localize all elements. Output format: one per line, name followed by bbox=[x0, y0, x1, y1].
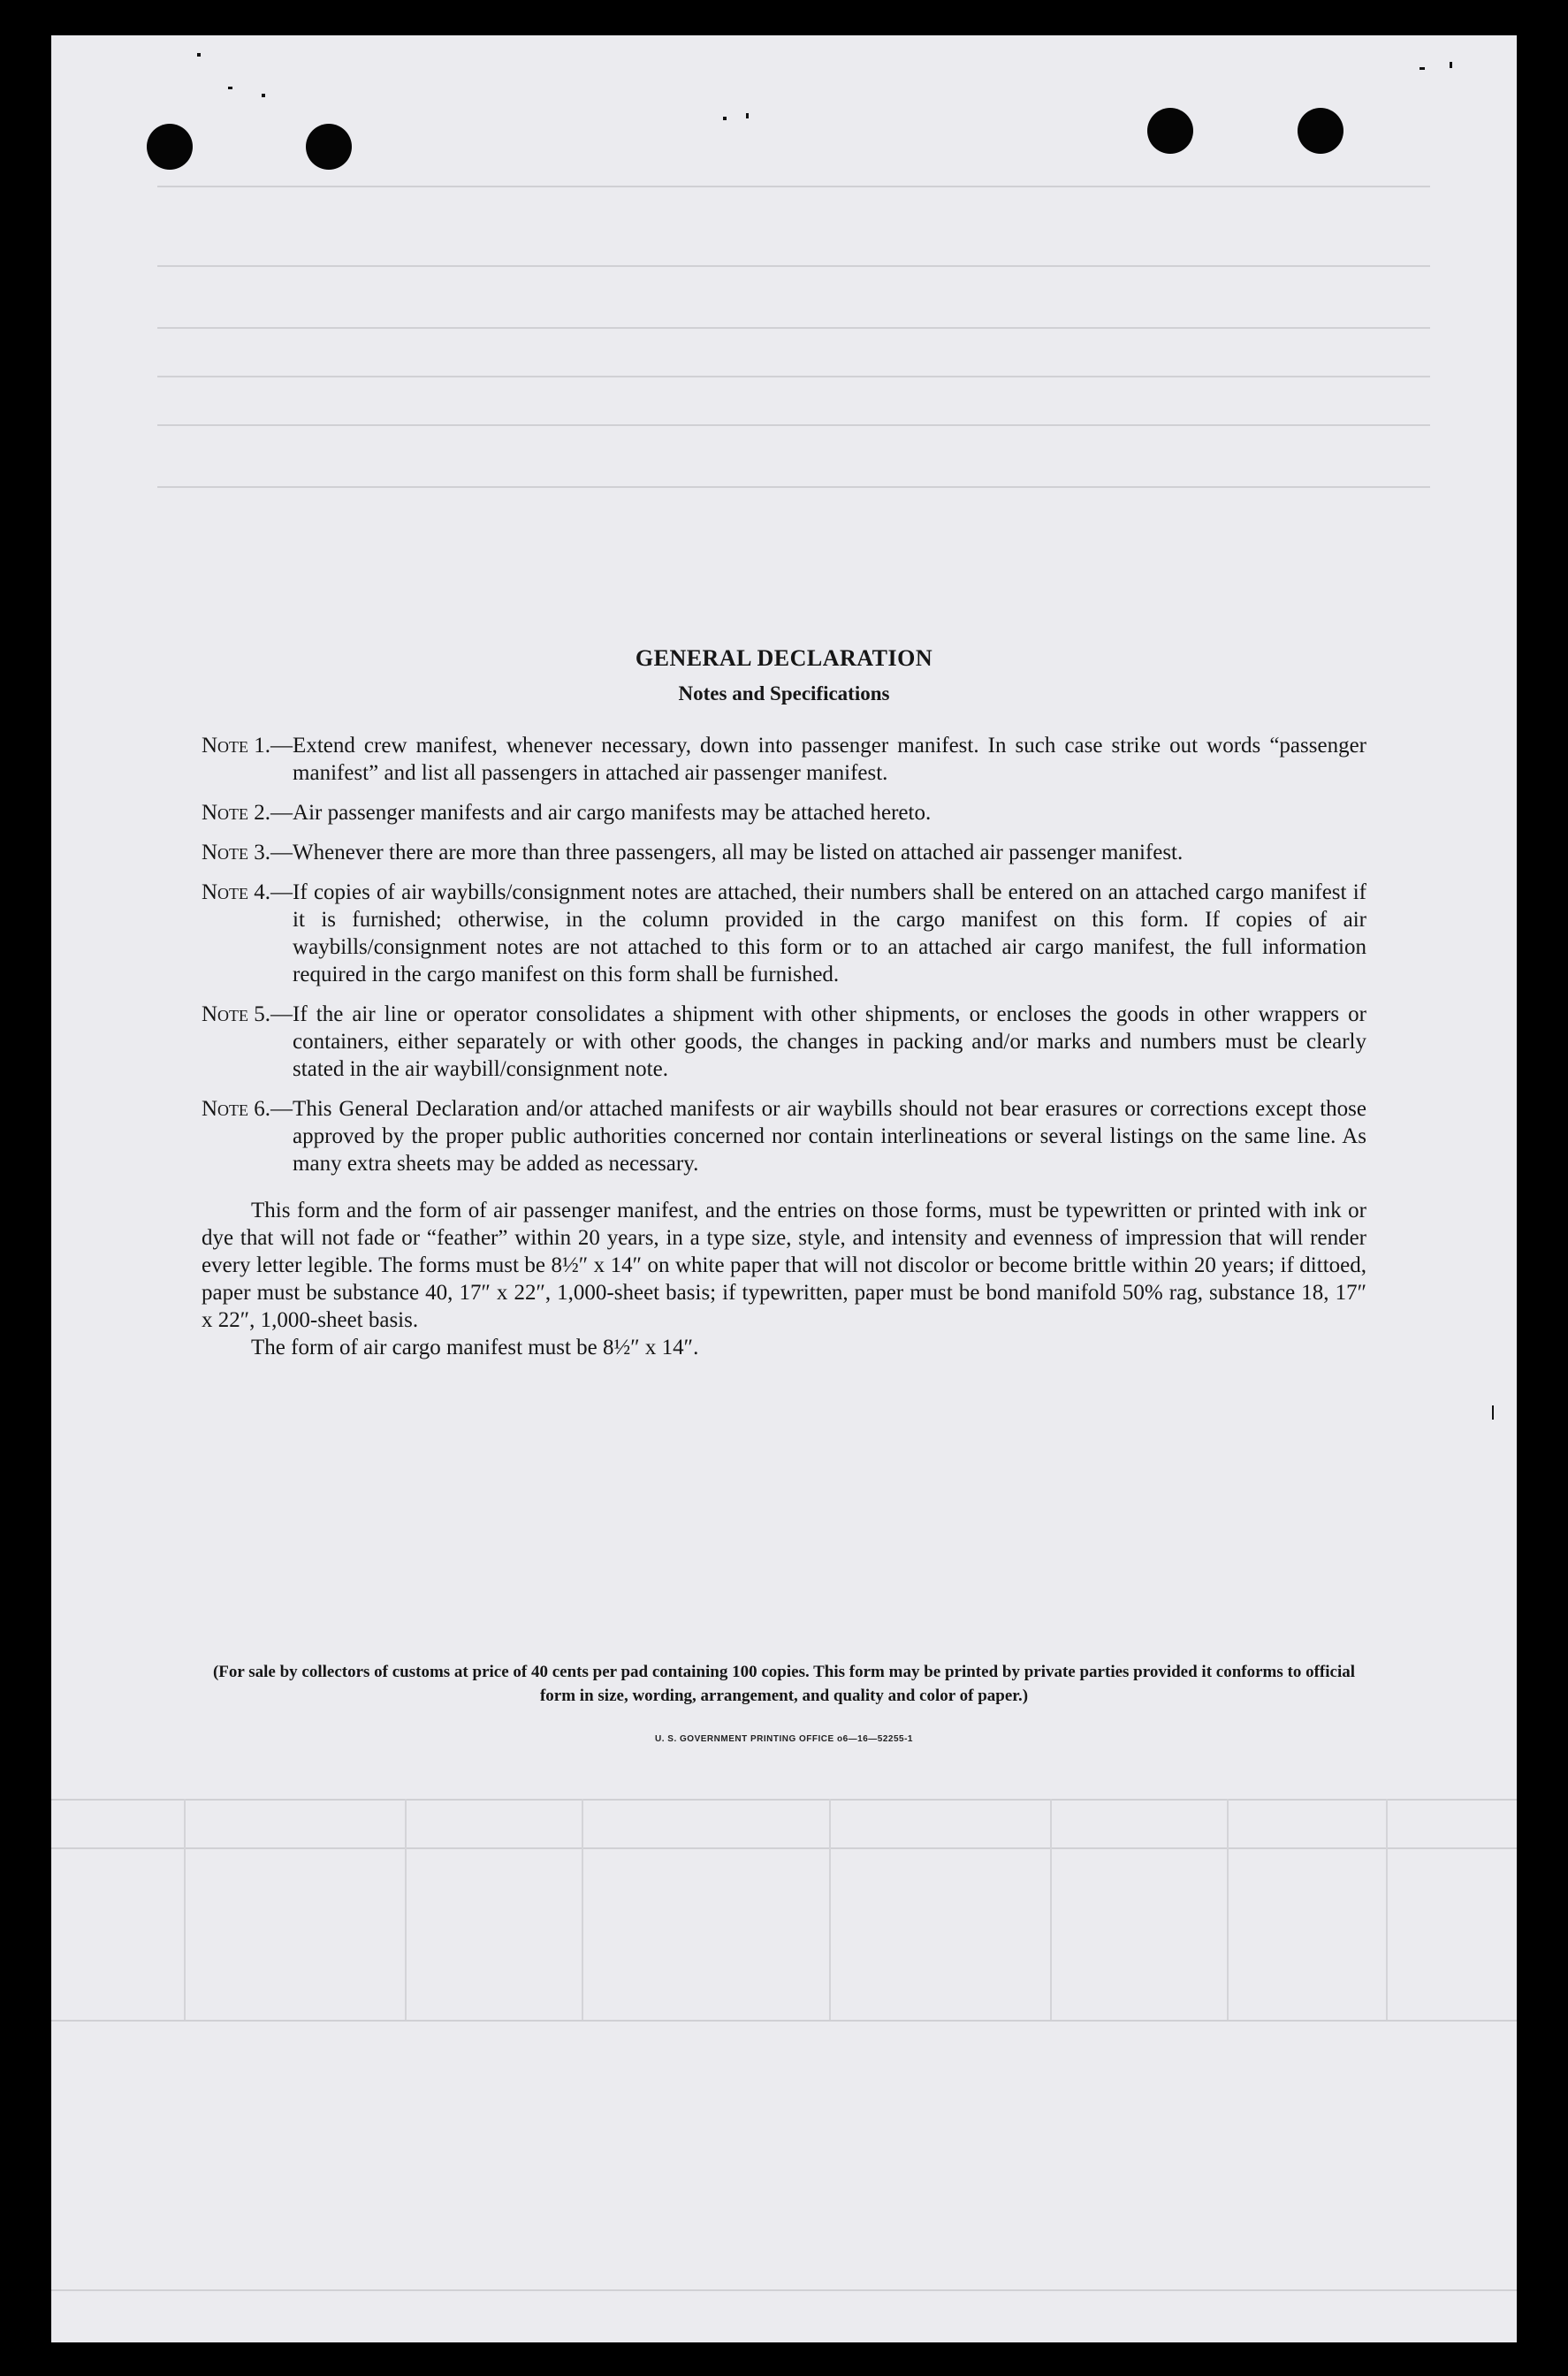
cargo-manifest-size-paragraph: The form of air cargo manifest must be 8½″ x 14″. bbox=[251, 1336, 699, 1359]
printer-imprint: U. S. GOVERNMENT PRINTING OFFICE o6—16—52255-1 bbox=[655, 1734, 913, 1744]
note-text: Extend crew manifest, whenever necessary, down into passenger manifest. In such case strike out words “passenger manifest” and list all passengers in attached air passenger manifest. bbox=[293, 734, 1366, 785]
bleed-through-rule bbox=[51, 1847, 1517, 1849]
note-label: Note 3.— bbox=[202, 841, 293, 864]
bleed-through-rule bbox=[157, 486, 1430, 488]
note-label: Note 6.— bbox=[202, 1097, 293, 1121]
note-6 bbox=[202, 1095, 1366, 1177]
page-title: GENERAL DECLARATION bbox=[635, 645, 933, 671]
ink-speck bbox=[746, 113, 749, 118]
note-1 bbox=[202, 732, 1366, 787]
note-text: If the air line or operator consolidates a shipment with other shipments, or encloses the goods in other wrappers or containers, either separately or with other goods, the changes in packing and/or marks and numbers must be clearly stated in the air waybill/consignment note. bbox=[293, 1002, 1366, 1081]
note-5 bbox=[202, 1001, 1366, 1083]
bleed-through-column bbox=[1227, 1799, 1229, 2020]
ink-speck bbox=[197, 53, 201, 57]
ink-speck bbox=[262, 94, 265, 97]
bleed-through-column bbox=[405, 1799, 407, 2020]
sale-notice: (For sale by collectors of customs at price of 40 cents per pad containing 100 copies. This form may be printed by private parties provided it conforms to official form in size, wording, arrangement, and quality and color of paper.) bbox=[212, 1663, 1356, 1705]
note-3 bbox=[202, 839, 1366, 866]
ink-speck bbox=[228, 87, 232, 89]
bleed-through-column bbox=[1386, 1799, 1388, 2020]
document-page bbox=[51, 35, 1517, 2342]
page-subtitle: Notes and Specifications bbox=[678, 682, 890, 704]
punch-hole bbox=[1298, 108, 1343, 154]
bleed-through-column bbox=[582, 1799, 583, 2020]
punch-hole bbox=[1147, 108, 1193, 154]
bleed-through-rule bbox=[51, 1799, 1517, 1801]
bleed-through-column bbox=[829, 1799, 831, 2020]
note-label: Note 2.— bbox=[202, 801, 293, 825]
ink-speck bbox=[1450, 62, 1452, 68]
ink-speck bbox=[1492, 1405, 1494, 1420]
note-text: Whenever there are more than three passengers, all may be listed on attached air passenger manifest. bbox=[293, 841, 1184, 864]
bleed-through-rule bbox=[157, 424, 1430, 426]
note-text: If copies of air waybills/consignment notes are attached, their numbers shall be entered on an attached cargo manifest if it is furnished; otherwise, in the column provided in the cargo manifest on this form. If copies of air waybills/consignment notes are not attached to this form or to an attached air cargo manifest, the full information required in the cargo manifest on this form shall be furnished. bbox=[293, 880, 1366, 986]
note-2 bbox=[202, 799, 1366, 826]
note-label: Note 1.— bbox=[202, 734, 293, 758]
ink-speck bbox=[723, 117, 727, 120]
bleed-through-rule bbox=[51, 2289, 1517, 2291]
note-label: Note 4.— bbox=[202, 880, 293, 904]
bleed-through-rule bbox=[157, 186, 1430, 187]
note-4 bbox=[202, 879, 1366, 988]
form-specification-paragraph: This form and the form of air passenger manifest, and the entries on those forms, must be typewritten or printed with ink or dye that will not fade or “feather” within 20 years, in a type size, style, and intensity and evenness of impression that will render every letter legible. The forms must be 8½″ x 14″ on white paper that will not discolor or become brittle within 20 years; if dittoed, paper must be substance 40, 17″ x 22″, 1,000-sheet basis; if typewritten, paper must be bond manifold 50% rag, substance 18, 17″ x 22″, 1,000-sheet basis. bbox=[202, 1199, 1366, 1332]
bleed-through-rule bbox=[157, 265, 1430, 267]
punch-hole bbox=[147, 124, 193, 170]
ink-speck bbox=[1420, 67, 1425, 70]
bleed-through-rule bbox=[157, 327, 1430, 329]
note-text: Air passenger manifests and air cargo manifests may be attached hereto. bbox=[293, 801, 932, 825]
bleed-through-rule bbox=[51, 2020, 1517, 2022]
note-label: Note 5.— bbox=[202, 1002, 293, 1026]
bleed-through-rule bbox=[157, 376, 1430, 377]
punch-hole bbox=[306, 124, 352, 170]
notes-section bbox=[202, 645, 1366, 1361]
bleed-through-column bbox=[1050, 1799, 1052, 2020]
note-text: This General Declaration and/or attached manifests or air waybills should not bear erasures or corrections except those approved by the proper public authorities concerned nor contain interlineations or several listings on the same line. As many extra sheets may be added as necessary. bbox=[293, 1097, 1366, 1176]
bleed-through-column bbox=[184, 1799, 186, 2020]
